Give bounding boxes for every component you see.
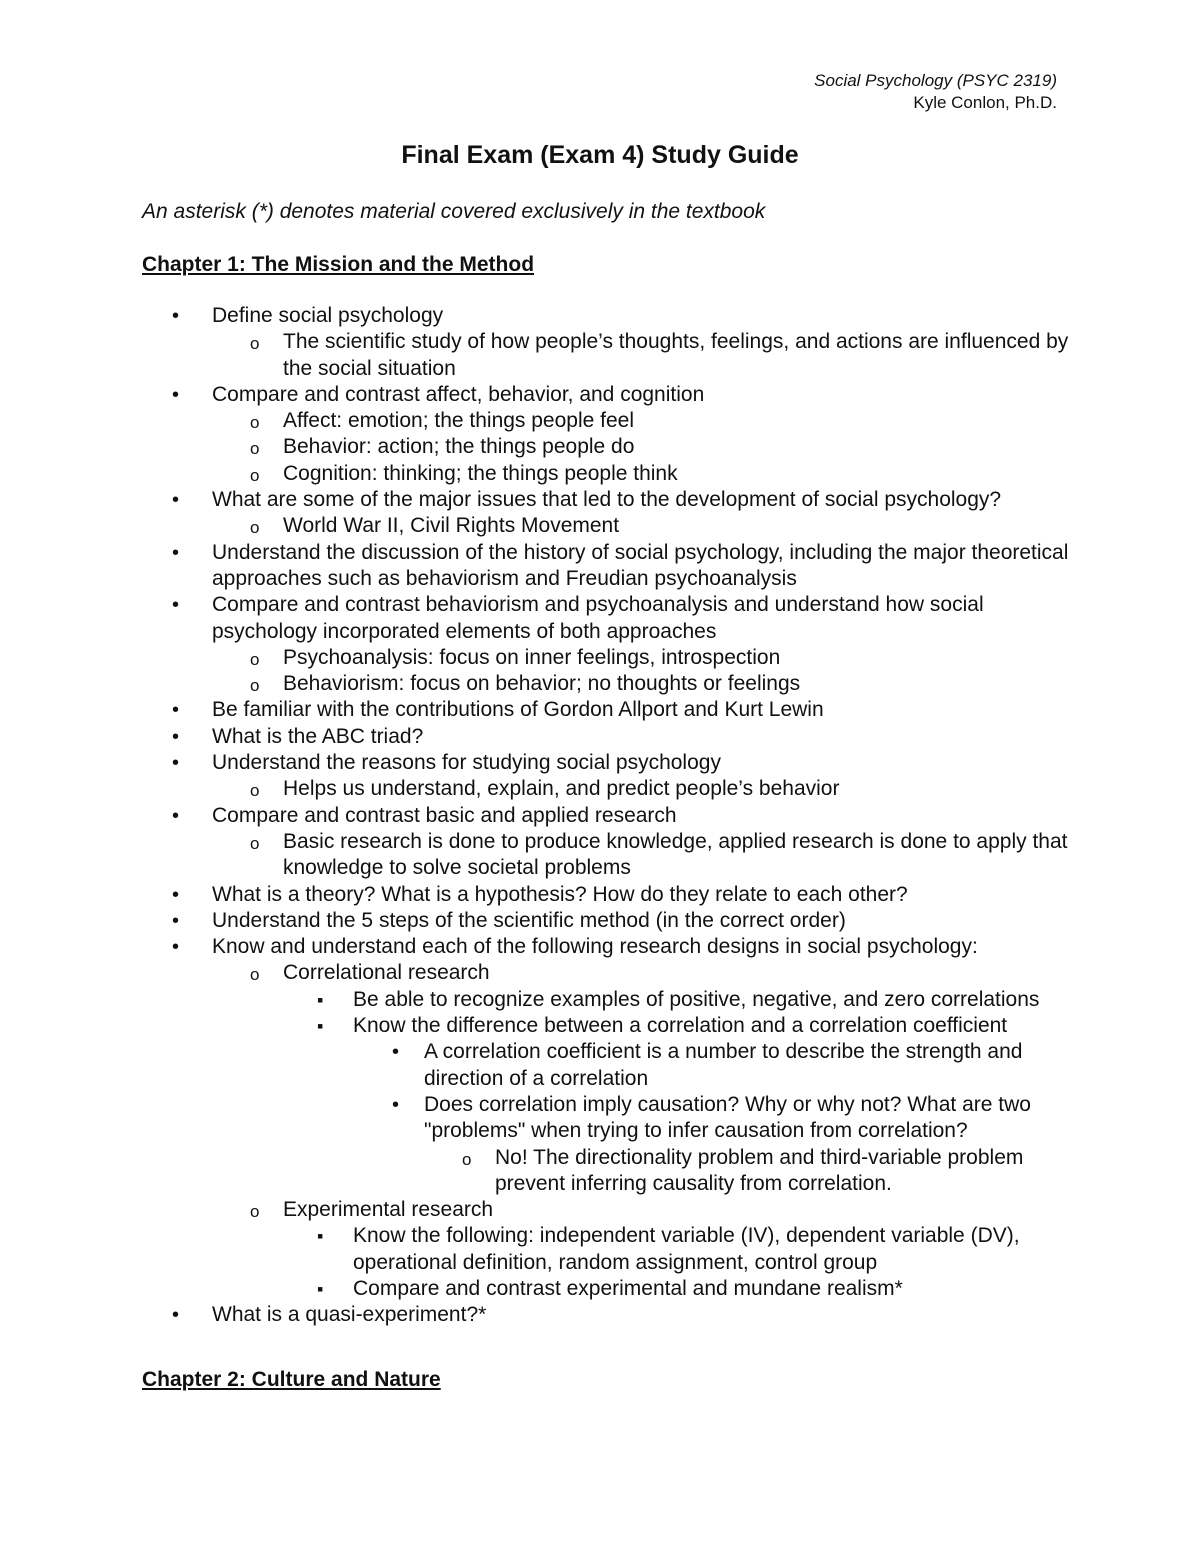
list-item: • What is a theory? What is a hypothesis? How do they relate to each other? <box>0 882 1070 908</box>
list-item: • Understand the discussion of the history of social psychology, including the major theoretical approaches such as behaviorism and Freudian psychoanalysis <box>0 540 1070 593</box>
list-item: o Helps us understand, explain, and predict people’s behavior <box>0 776 1073 802</box>
list-item: o Behavior: action; the things people do <box>0 434 1073 460</box>
list-item: ▪ Know the following: independent variable (IV), dependent variable (DV), operational definition, random assignment, control group <box>0 1223 1073 1276</box>
list-item: • Know and understand each of the following research designs in social psychology: <box>0 934 1070 960</box>
list-item: o The scientific study of how people’s thoughts, feelings, and actions are influenced by the social situation <box>0 329 1073 382</box>
list-item: • What is a quasi-experiment?* <box>0 1302 1070 1328</box>
list-item: • Compare and contrast behaviorism and psychoanalysis and understand how social psychology incorporated elements of both approaches <box>0 592 1070 645</box>
list-item: • Compare and contrast affect, behavior, and cognition <box>0 382 1070 408</box>
list-item: ▪ Compare and contrast experimental and mundane realism* <box>0 1276 1073 1302</box>
document-header <box>814 70 1057 114</box>
list-item: o World War II, Civil Rights Movement <box>0 513 1073 539</box>
list-item: o Psychoanalysis: focus on inner feelings, introspection <box>0 645 1073 671</box>
list-item: • Understand the 5 steps of the scientific method (in the correct order) <box>0 908 1070 934</box>
list-item: o No! The directionality problem and third-variable problem prevent inferring causality from correlation. <box>0 1145 1055 1198</box>
list-item: o Experimental research <box>0 1197 1073 1223</box>
list-item: o Basic research is done to produce knowledge, applied research is done to apply that knowledge to solve societal problems <box>0 829 1073 882</box>
list-item: o Behaviorism: focus on behavior; no thoughts or feelings <box>0 671 1073 697</box>
list-item: • Understand the reasons for studying social psychology <box>0 750 1070 776</box>
list-item: o Correlational research <box>0 960 1073 986</box>
list-item: • Be familiar with the contributions of Gordon Allport and Kurt Lewin <box>0 697 1070 723</box>
list-item: • What is the ABC triad? <box>0 724 1070 750</box>
chapter-1-heading: Chapter 1: The Mission and the Method <box>142 253 535 276</box>
list-item: o Cognition: thinking; the things people think <box>0 461 1073 487</box>
list-item: • Define social psychology <box>0 303 1070 329</box>
page-title: Final Exam (Exam 4) Study Guide <box>401 141 799 169</box>
author-name: Kyle Conlon, Ph.D. <box>913 93 1057 112</box>
list-item: • What are some of the major issues that led to the development of social psychology? <box>0 487 1070 513</box>
course-name: Social Psychology (PSYC 2319) <box>814 71 1057 90</box>
chapter-2-heading: Chapter 2: Culture and Nature <box>142 1368 441 1391</box>
list-item: ▪ Be able to recognize examples of positive, negative, and zero correlations <box>0 987 1073 1013</box>
list-item: • A correlation coefficient is a number to describe the strength and direction of a correlation <box>0 1039 1064 1092</box>
chapter-1-outline <box>0 303 1200 1329</box>
list-item: o Affect: emotion; the things people feel <box>0 408 1073 434</box>
asterisk-note: An asterisk (*) denotes material covered exclusively in the textbook <box>142 200 766 223</box>
list-item: ▪ Know the difference between a correlation and a correlation coefficient <box>0 1013 1073 1039</box>
list-item: • Compare and contrast basic and applied research <box>0 803 1070 829</box>
list-item: • Does correlation imply causation? Why or why not? What are two "problems" when trying to infer causation from correlation? <box>0 1092 1064 1145</box>
